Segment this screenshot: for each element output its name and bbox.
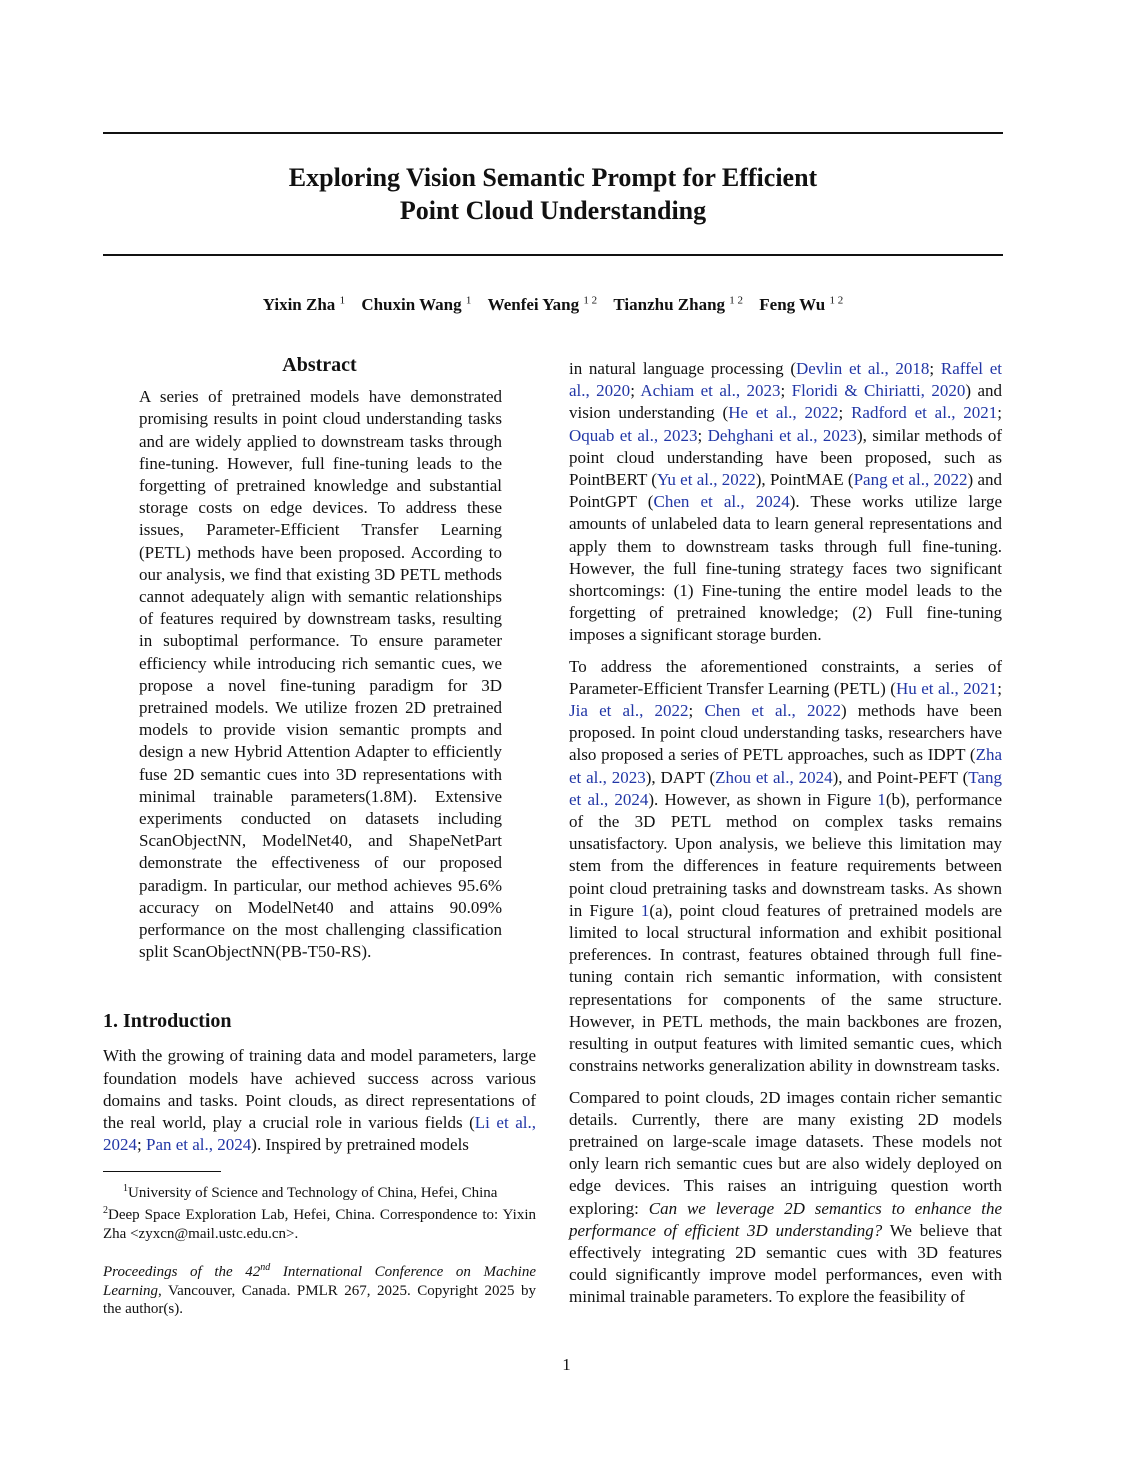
left-column — [103, 354, 536, 1319]
figure-reference-link[interactable]: 1 — [877, 789, 886, 809]
citation-link[interactable]: Devlin et al., 2018 — [795, 359, 930, 378]
right-column — [569, 358, 1002, 1318]
citation-link[interactable]: Tang et al., 2024 — [569, 767, 1002, 809]
paper-title — [103, 161, 1003, 227]
citation-link[interactable]: Jia et al., 2022 — [569, 701, 689, 721]
footnote-affiliation-2: $^2$Deep Space Exploration Lab, Hefei, China. Correspondence to: Yixin Zha <zyxcn@mail.ustc.edu.cn>. — [103, 1205, 536, 1242]
citation-link[interactable]: Floridi & Chiriatti, 2020 — [791, 381, 966, 401]
top-rule — [103, 132, 1003, 134]
citation-link[interactable]: Dehghani et al., 2023 — [707, 425, 857, 445]
body-paragraph: To address the aforementioned constraints, a series of Parameter-Efficient Transfer Learning (PETL) (Hu et al., 2021; Jia et al., 2022; Chen et al., 2022) methods have been proposed. In point cloud understanding tasks, researchers have also proposed a series of PETL approaches, such as IDPT (Zha et al., 2023), DAPT (Zhou et al., 2024), and Point-PEFT (Tang et al., 2024). However, as shown in Figure 1(b), performance of the 3D PETL method on complex tasks remains unsatisfactory. Upon analysis, we believe this limitation may stem from the differences in feature requirements between point cloud pretraining tasks and downstream tasks. As shown in Figure 1(a), point cloud features of pretrained models are limited to local structural information and exhibit positional preferences. In contrast, features obtained through full fine-tuning contain rich semantic information, with consistent representations for components of the same structure. However, in PETL methods, the main backbones are frozen, resulting in output features with limited semantic cues, which constrains networks generalization ability in downstream tasks. — [569, 656, 1002, 1076]
citation-link[interactable]: Radford et al., 2021 — [851, 403, 998, 423]
citation-link[interactable]: Zha et al., 2023 — [569, 745, 1002, 787]
body-paragraph: in natural language processing (Devlin et al., 2018; Raffel et al., 2020; Achiam et al., 2023; Floridi & Chiriatti, 2020) and vision understanding (He et al., 2022; Radford et al., 2021; Oquab et al., 2023; Dehghani et al., 2023), similar methods of point cloud understanding have been proposed, such as PointBERT (Yu et al., 2022), PointMAE (Pang et al., 2022) and PointGPT (Chen et al., 2024). These works utilize large amounts of unlabeled data to learn general representations and apply them to downstream tasks through full fine-tuning. However, the full fine-tuning strategy faces two significant shortcomings: (1) Fine-tuning the entire model leads to the forgetting of pretrained knowledge; (2) Full fine-tuning imposes a significant storage burden. — [569, 359, 1003, 645]
citation-link[interactable]: Chen et al., 2022 — [704, 701, 841, 721]
footnote-affiliation-1: $^1$University of Science and Technology of China, Hefei, China — [123, 1182, 498, 1201]
citation-link[interactable]: Achiam et al., 2023 — [640, 381, 781, 401]
introduction-paragraph: With the growing of training data and model parameters, large foundation models have achieved success across various domains and tasks. Point clouds, as direct representations of the real world, play a crucial role in various fields (Li et al., 2024; Pan et al., 2024). Inspired by pretrained models — [103, 1046, 536, 1155]
page-number: 1 — [562, 1355, 571, 1374]
citation-link[interactable]: Pang et al., 2022 — [853, 470, 968, 490]
citation-link[interactable]: Chen et al., 2024 — [653, 492, 790, 512]
abstract-text: A series of pretrained models have demonstrated promising results in point cloud understanding tasks and are widely applied to downstream tasks through fine-tuning. However, full fine-tuning leads to the forgetting of pretrained knowledge and substantial storage costs on edge devices. To address these issues, Parameter-Efficient Transfer Learning (PETL) methods have been proposed. According to our analysis, we find that existing 3D PETL methods cannot adequately align with semantic relationships of features required by downstream tasks, resulting in suboptimal performance. To ensure parameter efficiency while introducing rich semantic cues, we propose a novel fine-tuning paradigm for 3D pretrained models. We utilize frozen 2D pretrained models to provide vision semantic prompts and design a new Hybrid Attention Adapter to efficiently fuse 2D semantic cues into 3D representations with minimal trainable parameters(1.8M). Extensive experiments conducted on datasets including ScanObjectNN, ModelNet40, and ShapeNetPart demonstrate the effectiveness of our proposed paradigm. In particular, our method achieves 95.6% accuracy on ModelNet40 and attains 90.09% performance on the most challenging classification split ScanObjectNN(PB-T50-RS). — [139, 387, 502, 962]
figure-reference-link[interactable]: 1 — [640, 900, 650, 920]
proceedings-note: Proceedings of the 42nd International Conference on Machine Learning, Vancouver, Canada. PMLR 267, 2025. Copyright 2025 by the author(s). — [103, 1262, 536, 1317]
citation-link[interactable]: Hu et al., 2021 — [895, 678, 998, 698]
citation-link[interactable]: Pan et al., 2024 — [145, 1135, 252, 1155]
bottom-rule — [103, 254, 1003, 256]
citation-link[interactable]: Yu et al., 2022 — [656, 470, 756, 490]
abstract-heading: Abstract — [282, 354, 357, 376]
author: Chuxin Wang $^1$ — [361, 294, 472, 314]
author: Feng Wu $^{1 2}$ — [759, 294, 844, 314]
citation-link[interactable]: He et al., 2022 — [728, 403, 839, 423]
author: Yixin Zha $^1$ — [262, 294, 346, 314]
citation-link[interactable]: Li et al., 2024 — [103, 1113, 536, 1155]
citation-link[interactable]: Oquab et al., 2023 — [569, 425, 698, 445]
footnote-separator — [103, 1171, 221, 1172]
author-list — [103, 294, 1003, 315]
citation-link[interactable]: Raffel et al., 2020 — [569, 359, 1003, 401]
title-line-2: Point Cloud Understanding — [399, 196, 707, 225]
body-paragraph: Compared to point clouds, 2D images contain richer semantic details. Currently, there are many existing 2D models pretrained on large-scale image datasets. These models not only learn rich semantic cues but are also widely deployed on edge devices. This raises an intriguing question worth exploring: Can we leverage 2D semantics to enhance the performance of efficient 3D understanding? We believe that effectively integrating 2D semantic cues with 3D features could significantly improve model performances, even with minimal trainable parameters. To explore the feasibility of — [569, 1087, 1003, 1307]
citation-link[interactable]: Zhou et al., 2024 — [715, 767, 833, 787]
title-line-1: Exploring Vision Semantic Prompt for Efficient — [288, 163, 818, 192]
author: Wenfei Yang $^{1 2}$ — [487, 294, 598, 314]
author: Tianzhu Zhang $^{1 2}$ — [613, 294, 744, 314]
introduction-heading: 1. Introduction — [103, 1010, 232, 1033]
